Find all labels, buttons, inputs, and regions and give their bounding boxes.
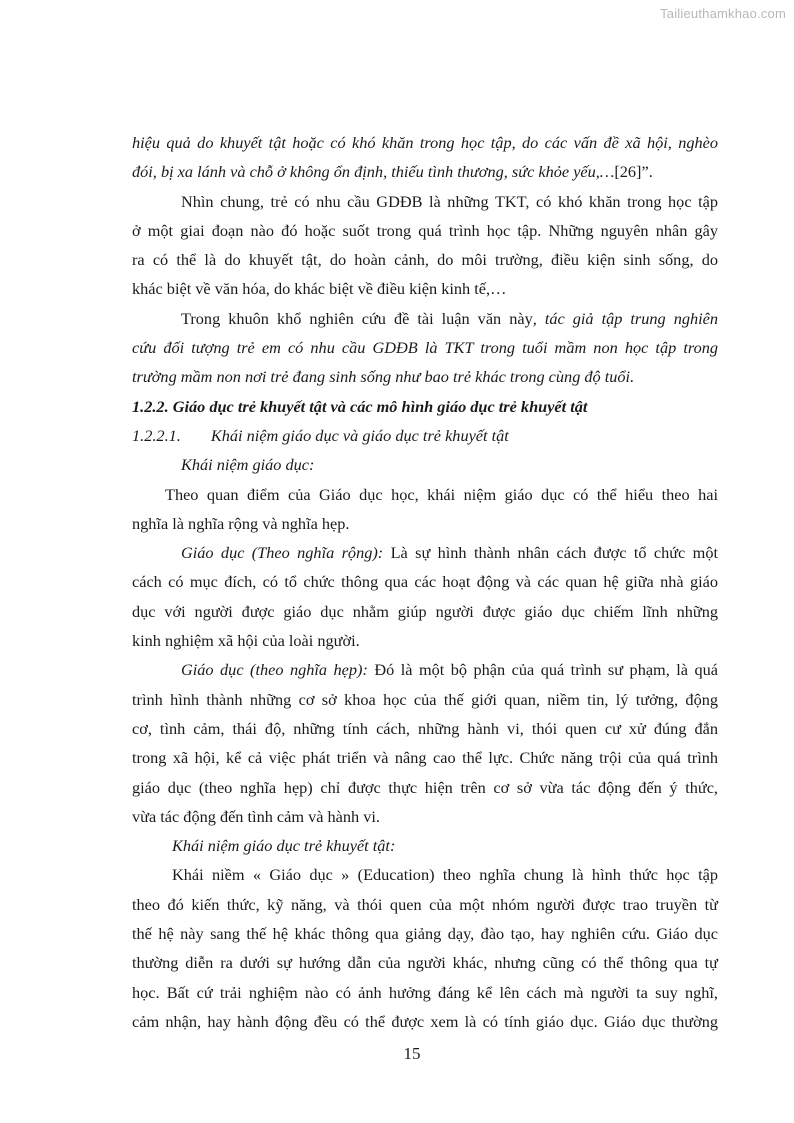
- text-line: đói, bị xa lánh và chỗ ở không ổn định, thiếu tình thương, sức khỏe yếu,…[26]”.: [132, 162, 653, 182]
- text-line: dục với người được giáo dục nhằm giúp người được giáo dục chiếm lĩnh những: [132, 601, 718, 621]
- text-line: Giáo dục (Theo nghĩa rộng): Là sự hình thành nhân cách được tổ chức một: [181, 543, 718, 563]
- text-line: ra có thể là do khuyết tật, do hoàn cảnh, do môi trường, điều kiện sinh sống, do: [132, 250, 718, 270]
- text-line: Nhìn chung, trẻ có nhu cầu GDĐB là những TKT, có khó khăn trong học tập: [181, 191, 718, 211]
- subsection-heading: 1.2.2.1. Khái niệm giáo dục và giáo dục trẻ khuyết tật: [132, 425, 509, 445]
- text-line: cảm nhận, hay hành động đều có thể được xem là có tính giáo dục. Giáo dục thường: [132, 1011, 718, 1031]
- text-line: ở một giai đoạn nào đó hoặc suốt trong quá trình học tập. Những nguyên nhân gây: [132, 220, 718, 240]
- text-line: trong xã hội, kể cả việc phát triển và nâng cao thể lực. Chức năng trội của quá trình: [132, 748, 718, 768]
- text-line: cứu đối tượng trẻ em có nhu cầu GDĐB là TKT trong tuổi mầm non học tập trong: [132, 338, 718, 358]
- text-line: Giáo dục (theo nghĩa hẹp): Đó là một bộ phận của quá trình sư phạm, là quá: [181, 660, 718, 680]
- text-line: Khái niệm giáo dục:: [181, 455, 315, 475]
- watermark: Tailieuthamkhao.com: [660, 6, 786, 21]
- text-line: Trong khuôn khổ nghiên cứu đề tài luận văn này, tác giả tập trung nghiên: [181, 308, 719, 328]
- text-line: Khái niệm giáo dục trẻ khuyết tật:: [172, 836, 396, 856]
- text-line: cách có mục đích, có tổ chức thông qua các hoạt động và các quan hệ giữa nhà giáo: [132, 572, 718, 592]
- text-line: vừa tác động đến tình cảm và hành vi.: [132, 806, 380, 826]
- text-line: cơ, tình cảm, thái độ, những tính cách, những hành vi, thói quen cư xử đúng đắn: [132, 718, 718, 738]
- document-body: [132, 128, 718, 1036]
- text-line: Khái niềm « Giáo dục » (Education) theo nghĩa chung là hình thức học tập: [172, 865, 718, 885]
- text-line: thế hệ này sang thế hệ khác thông qua giảng dạy, đào tạo, hay nghiên cứu. Giáo dục: [132, 924, 718, 944]
- section-heading: 1.2.2. Giáo dục trẻ khuyết tật và các mô hình giáo dục trẻ khuyết tật: [132, 396, 588, 416]
- text-line: nghĩa là nghĩa rộng và nghĩa hẹp.: [132, 513, 350, 533]
- text-line: hiệu quả do khuyết tật hoặc có khó khăn trong học tập, do các vấn đề xã hội, nghèo: [132, 133, 718, 152]
- text-line: theo đó kiến thức, kỹ năng, và thói quen của một nhóm người được trao truyền từ: [132, 894, 718, 914]
- text-line: học. Bất cứ trải nghiệm nào có ảnh hưởng đáng kể lên cách mà người ta suy nghĩ,: [132, 982, 718, 1002]
- text-line: Theo quan điểm của Giáo dục học, khái niệm giáo dục có thể hiểu theo hai: [165, 484, 718, 504]
- text-line: kinh nghiệm xã hội của loài người.: [132, 631, 360, 651]
- text-line: trường mầm non nơi trẻ đang sinh sống như bao trẻ khác trong cùng độ tuổi.: [132, 367, 635, 387]
- text-line: trình hình thành những cơ sở khoa học của thế giới quan, niềm tin, lý tưởng, động: [132, 689, 718, 709]
- text-line: khác biệt về văn hóa, do khác biệt về điều kiện kinh tế,…: [132, 279, 507, 299]
- text-line: thường diễn ra dưới sự hướng dẫn của người khác, nhưng cũng có thể thông qua tự: [132, 953, 718, 973]
- page-number: 15: [403, 1044, 421, 1063]
- text-line: giáo dục (theo nghĩa hẹp) chỉ được thực hiện trên cơ sở vừa tác động đến ý thức,: [132, 777, 718, 797]
